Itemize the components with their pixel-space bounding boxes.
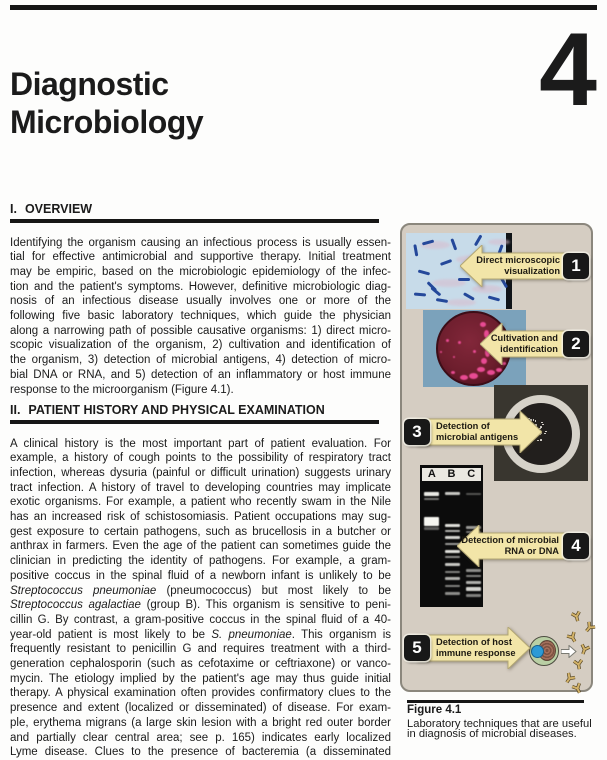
text-line: frequently resistant to penicillin G and requires treatment with a third- — [10, 643, 391, 656]
paragraph-patient-history — [10, 437, 391, 760]
text-line: Streptococcus pneumoniae (pneumococcus) but most likely to be — [10, 584, 391, 597]
text-line: tract infection. A history of travel to developing countries may implicate — [10, 481, 391, 494]
antibody-icon — [571, 657, 586, 672]
bacterial-colony — [460, 375, 468, 380]
text-line: example, a history of cough points to the possibility of respiratory tract — [10, 452, 391, 465]
text-line: scopic visualization of the organism, 2) cultivation and identification of — [10, 339, 391, 352]
text-line: therapy. A physical examination often provides confirmatory clues to the — [10, 687, 391, 700]
bacterial-colony — [446, 339, 449, 342]
stain-smudge — [446, 299, 476, 306]
gel-band — [466, 581, 481, 584]
text-line: and partially clear central area; see p. 165) indicates early localized — [10, 731, 391, 744]
gel-band — [466, 594, 481, 597]
antibody-icon — [576, 641, 593, 658]
text-line: positive coccus in the spinal fluid of a newborn infant is unlikely to be — [10, 569, 391, 582]
text-line: mycin. The etiology implied by the patient's age may thus guide initial — [10, 672, 391, 685]
text-line: ple, erythema migrans (a large skin lesion with a bright red outer border — [10, 716, 391, 729]
paragraph-overview — [10, 236, 391, 398]
gel-band — [445, 592, 460, 595]
step2-label: Cultivation and identification — [490, 333, 558, 354]
step1-number-badge: 1 — [563, 253, 589, 279]
gel-band — [466, 575, 481, 577]
bacterial-colony — [496, 368, 502, 372]
text-line: exotic organisms. For example, a patient who recently swam in the Nile — [10, 496, 391, 509]
step4-label: Detection of microbial RNA or DNA — [461, 535, 559, 556]
gel-band — [445, 492, 460, 495]
bacterium-rod — [440, 259, 452, 266]
section-heading — [10, 403, 391, 417]
step1-label: Direct microscopic visualization — [476, 255, 560, 276]
text-line: anthrax in farmers. Even the age of the patient can sometimes guide the — [10, 540, 391, 553]
text-line: Identifying the organism causing an infectious process is usually essen- — [10, 236, 391, 249]
text-line: nosis of an infectious disease usually involves one or more of the — [10, 295, 391, 308]
gel-band — [424, 517, 439, 526]
gel-lane-letter: A — [427, 468, 436, 480]
text-line: the organism, 3) detection of microbial antigens, 4) detection of micro- — [10, 354, 391, 367]
bacterial-colony — [458, 341, 461, 344]
step5-label: Detection of host immune response — [436, 637, 516, 658]
cell-nucleus — [531, 645, 544, 658]
bacterium-rod — [414, 292, 426, 296]
figure-panel — [400, 223, 593, 692]
bacterial-colony — [453, 356, 455, 358]
text-line: infection, whereas dysuria (painful or difficult urination) suggests urinary — [10, 466, 391, 479]
chapter-title-line1: Diagnostic — [10, 66, 169, 103]
text-line: response to the microorganism (Figure 4.1). — [10, 383, 234, 396]
secretion-arrow-icon — [561, 645, 577, 658]
bacterium-rod — [436, 298, 448, 303]
top-rule — [10, 5, 597, 10]
antibody-icon — [569, 609, 585, 625]
text-line: cillin G. By contrast, a gram-positive coccus in the spinal fluid of a 40- — [10, 613, 391, 626]
antigen-speckle — [545, 431, 547, 433]
text-line: tion and the patient's symptoms. However, definitive microbiologic diag- — [10, 280, 391, 293]
section-number: II. — [10, 403, 21, 417]
gel-band — [445, 577, 460, 580]
gel-band — [424, 492, 439, 496]
figure-caption-title: Figure 4.1 — [407, 704, 462, 716]
bacterium-rod — [414, 244, 419, 256]
step2-number-badge: 2 — [563, 331, 589, 357]
bacterial-colony — [451, 371, 455, 374]
text-line: presence and extent (localized or disseminated) of disease. For exam- — [10, 702, 391, 715]
gel-lane-labels — [422, 468, 481, 481]
bacterial-colony — [440, 351, 442, 353]
gel-lane-letter: C — [467, 468, 476, 480]
text-line: Streptococcus agalactiae (group B). This organism is sensitive to peni- — [10, 599, 391, 612]
figure-caption-rule — [407, 700, 584, 703]
bacterial-colony — [477, 367, 485, 372]
text-line: year-old patient is most likely to be S. pneumoniae. This organism is — [10, 628, 391, 641]
step3-number-badge: 3 — [404, 419, 430, 445]
section-overview — [10, 202, 391, 397]
text-line: along a narrowing path of possible causative organisms: 1) direct micro- — [10, 324, 391, 337]
text-line: may be empiric, based on the microbiologic epidemiology of the infec- — [10, 265, 391, 278]
gel-band — [424, 498, 439, 500]
heading-rule — [10, 420, 379, 424]
antigen-speckle — [544, 433, 546, 435]
gel-band — [445, 571, 460, 573]
chapter-title-line2: Microbiology — [10, 104, 204, 141]
chapter-number: 4 — [539, 12, 597, 128]
plasma-cell-illustration — [529, 636, 559, 666]
bacterium-rod — [418, 269, 430, 275]
section-heading — [10, 202, 391, 216]
chapter-title — [10, 65, 203, 141]
section-number: I. — [10, 202, 17, 216]
bacterium-rod — [488, 295, 500, 301]
text-line: A clinical history is the most important part of patient evaluation. For — [10, 437, 391, 450]
text-line: generation cephalosporin (such as cefotaxime or ceftriaxone) or vanco- — [10, 658, 391, 671]
gel-band — [466, 493, 481, 495]
gel-band — [466, 587, 481, 591]
figure-caption-text: Laboratory techniques that are useful in diagnosis of microbial diseases. — [407, 718, 592, 740]
gel-lane-letter: B — [447, 468, 456, 480]
section-patient-history — [10, 403, 391, 760]
text-line: bial DNA or RNA, and 5) detection of an inflammatory or host immune — [10, 368, 391, 381]
text-line: Lyme disease. Clues to the presence of bacteremia (a disseminated — [10, 746, 391, 759]
step3-label: Detection of microbial antigens — [436, 421, 519, 442]
text-line: tial for effective antimicrobial and supportive therapy. Initial treatment — [10, 251, 391, 264]
section-title: PATIENT HISTORY AND PHYSICAL EXAMINATION — [28, 403, 325, 417]
bacterium-rod — [451, 238, 458, 250]
step4-number-badge: 4 — [563, 533, 589, 559]
bacterial-colony — [487, 370, 495, 375]
bacterial-colony — [469, 373, 478, 379]
text-line: clinician in predicting the identity of pathogens. For example, a gram- — [10, 555, 391, 568]
gel-band — [424, 527, 439, 530]
heading-rule — [10, 219, 379, 223]
gel-band — [466, 569, 481, 572]
bacterial-colony — [473, 350, 476, 353]
text-line: gest exposure to certain pathogens, such as brucellosis in a butcher or — [10, 525, 391, 538]
step5-number-badge: 5 — [404, 635, 430, 661]
text-line: following five basic laboratory techniques, which guide the physician — [10, 310, 391, 323]
section-title: OVERVIEW — [24, 202, 93, 216]
gel-band — [445, 585, 460, 587]
text-line: has an increased risk of schistosomiasis. Patient occupations may sug- — [10, 511, 391, 524]
